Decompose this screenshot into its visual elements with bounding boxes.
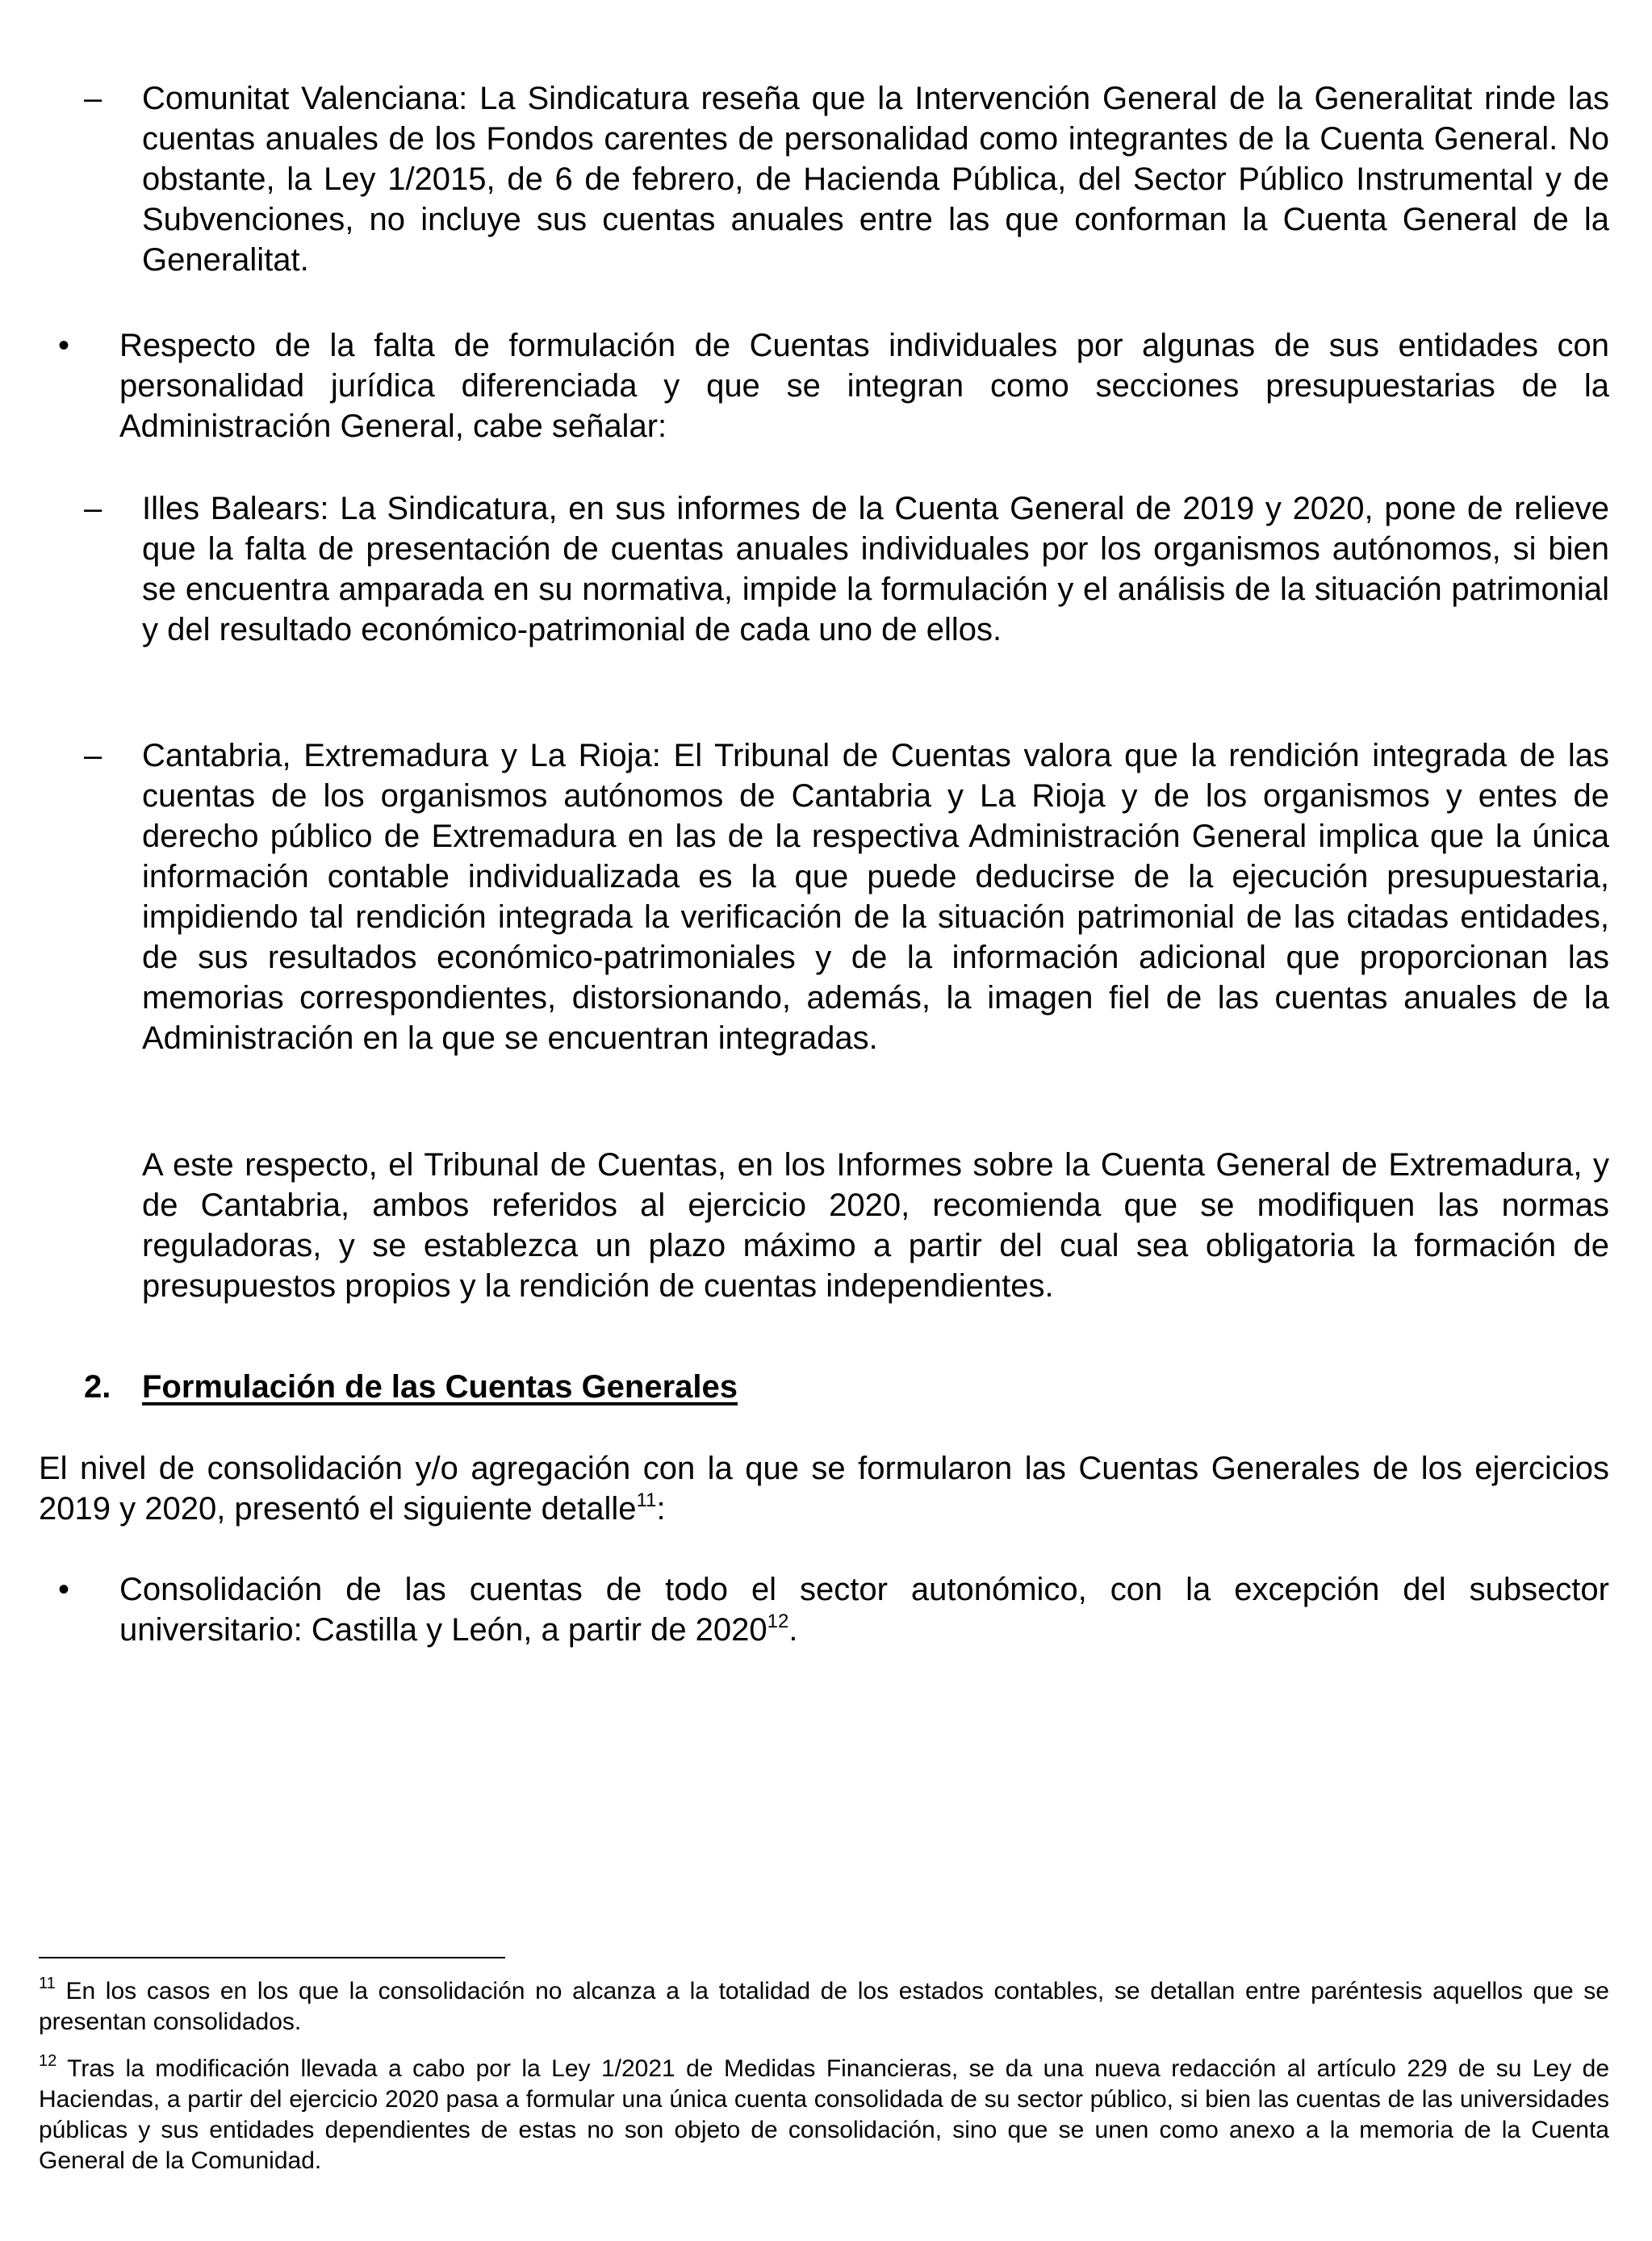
footnote-number: 11 (39, 1975, 56, 1992)
list-item-text: Cantabria, Extremadura y La Rioja: El Tribunal de Cuentas valora que la rendición integrada de las cuentas de los organismos autónomos de Cantabria y La Rioja y de los organismos y entes de derecho público de Extremadura en las de la respectiva Administración General implica que la única información contable individualizada es la que puede deducirse de la ejecución presupuestaria, impidiendo tal rendición integrada la verificación de la situación patrimonial de las citadas entidades, de sus resultados económico-patrimoniales y de la información adicional que proporcionan las memorias correspondientes, distorsionando, además, la imagen fiel de las cuentas anuales de la Administración en la que se encuentran integradas. (142, 738, 1609, 1056)
footnote-divider (39, 1957, 505, 1958)
consolidation-text: Consolidación de las cuentas de todo el sector autonómico, con la excepción del subsector universitario: Castilla y León, a partir de 2020 (119, 1572, 1609, 1648)
footnote-ref-11[interactable]: 11 (636, 1489, 657, 1511)
intro-tail: : (656, 1491, 666, 1527)
list-item-text: Comunitat Valenciana: La Sindicatura reseña que la Intervención General de la Generalitat rinde las cuentas anuales de los Fondos carentes de personalidad como integrantes de la Cuenta General. No obstante, la Ley 1/2015, de 6 de febrero, de Hacienda Pública, del Sector Público Instrumental y de Subvenciones, no incluye sus cuentas anuales entre las que conforman la Cuenta General de la Generalitat. (142, 81, 1609, 278)
footnote-text: En los casos en los que la consolidación no alcanza a la totalidad de los estados contables, se detallan entre paréntesis aquellos que se presentan consolidados. (39, 1978, 1609, 2035)
section-number: 2. (84, 1369, 111, 1405)
dash-marker: – (84, 81, 102, 116)
section-title: Formulación de las Cuentas Generales (142, 1369, 738, 1405)
list-item-text: Respecto de la falta de formulación de Cuentas individuales por algunas de sus entidades con personalidad jurídica diferenciada y que se integran como secciones presupuestarias de la Administración General, cabe señalar: (119, 328, 1609, 444)
intro-text: El nivel de consolidación y/o agregación con la que se formularon las Cuentas Generales de los ejercicios 2019 y 2020, presentó el siguiente detalle (39, 1451, 1609, 1527)
consolidation-tail: . (788, 1612, 798, 1648)
footnote-number: 12 (39, 2052, 57, 2070)
list-item-text: Illes Balears: La Sindicatura, en sus informes de la Cuenta General de 2019 y 2020, pone de relieve que la falta de presentación de cuentas anuales individuales por los organismos autónomos, si bien se encuentra amparada en su normativa, impide la formulación y el análisis de la situación patrimonial y del resultado económico-patrimonial de cada uno de ellos. (142, 491, 1609, 647)
footnote-text: Tras la modificación llevada a cabo por la Ley 1/2021 de Medidas Financieras, se da una nueva redacción al artículo 229 de su Ley de Haciendas, a partir del ejercicio 2020 pasa a formular una única cuenta consolidada de su sector público, si bien las cuentas de las universidades públicas y sus entidades dependientes de estas no son objeto de consolidación, sino que se unen como anexo a la memoria de la Cuenta General de la Comunidad. (39, 2055, 1610, 2174)
dash-marker: – (84, 491, 102, 526)
footnote-12 (39, 2054, 1609, 2176)
list-item-text (119, 1569, 1609, 1650)
bullet-marker: • (58, 1572, 70, 1607)
bullet-marker: • (58, 328, 70, 363)
section-heading (84, 1367, 738, 1407)
dash-marker: – (84, 738, 102, 773)
recommendation-paragraph: A este respecto, el Tribunal de Cuentas, en los Informes sobre la Cuenta General de Extremadura, y de Cantabria, ambos referidos al ejercicio 2020, recomienda que se modifiquen las normas reguladoras, y se establezca un plazo máximo a partir del cual sea obligatoria la formación de presupuestos propios y la rendición de cuentas independientes. (142, 1147, 1609, 1304)
footnote-11 (39, 1976, 1609, 2038)
intro-paragraph (39, 1448, 1609, 1529)
footnote-ref-12[interactable]: 12 (767, 1610, 789, 1632)
